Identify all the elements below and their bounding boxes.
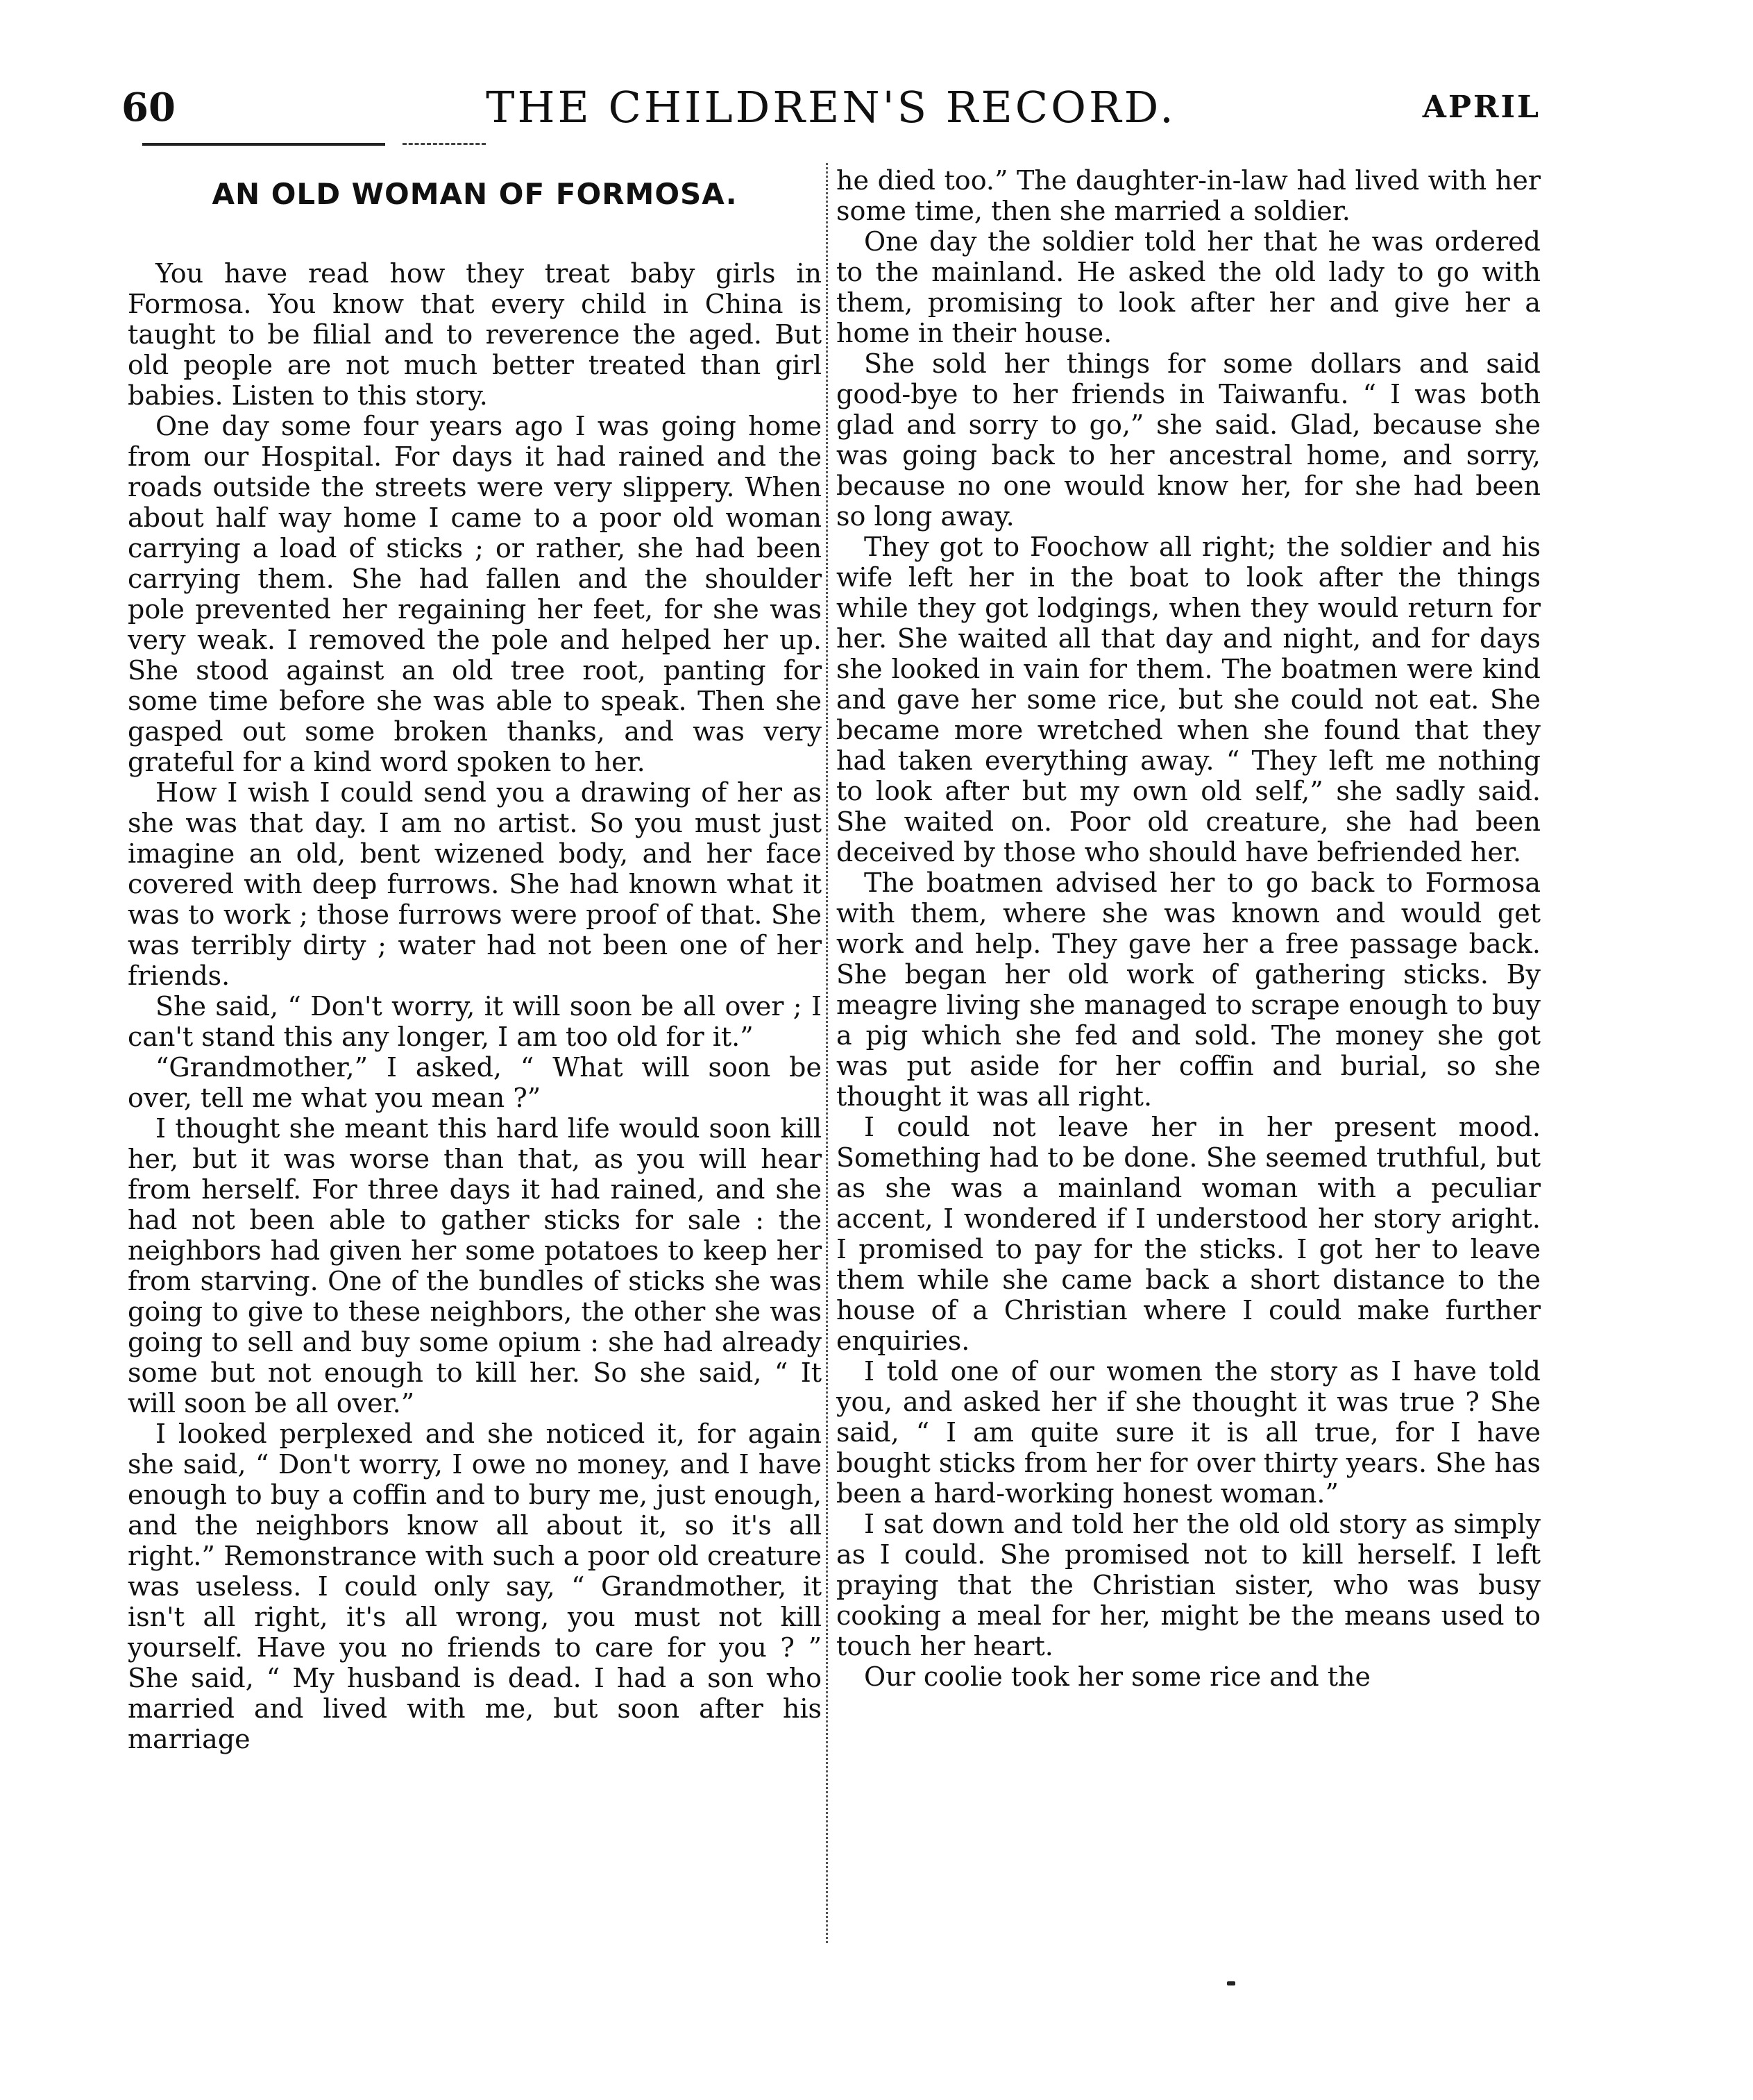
paragraph: “Grandmother,” I asked, “ What will soon be over, tell me what you mean ?” [128,1052,822,1113]
paragraph: Our coolie took her some rice and the [864,1661,1371,1692]
left-column [128,165,822,1754]
running-title: THE CHILDREN'S RECORD. [486,82,1176,133]
paragraph: he died too.” The daughter-in-law had lived with her some time, then she married a soldier. [836,165,1541,226]
paragraph: She said, “ Don't worry, it will soon be all over ; I can't stand this any longer, I am too old for it.” [128,991,822,1052]
paragraph: You have read how they treat baby girls in Formosa. You know that every child in China is taught to be filial and to reverence the aged. But old people are not much better treated than girl babies. Listen to this story. [128,258,822,411]
paragraph: They got to Foochow all right; the soldier and his wife left her in the boat to look after the things while they got lodgings, when they would return for her. She waited all that day and night, and for days she looked in vain for them. The boatmen were kind and gave her some rice, but she could not eat. She became more wretched when she found that they had taken everything away. “ They left me nothing to look after but my own old self,” she sadly said. She waited on. Poor old creature, she had been deceived by those who should have befriended her. [836,532,1541,867]
paragraph: I told one of our women the story as I have told you, and asked her if she thought it was true ? She said, “ I am quite sure it is all true, for I have bought sticks from her for over thirty years. She has been a hard-working honest woman.” [836,1356,1541,1509]
column-divider [826,163,828,1943]
paragraph: How I wish I could send you a drawing of her as she was that day. I am no artist. So you must just imagine an old, bent wizened body, and her face covered with deep furrows. She had known what it was to work ; those furrows were proof of that. She was terribly dirty ; water had not been one of her friends. [128,777,822,991]
article-title: AN OLD WOMAN OF FORMOSA. [212,177,738,211]
right-column [836,165,1541,1692]
header-rule-dashed [403,143,486,145]
paragraph: She sold her things for some dollars and said good-bye to her friends in Taiwanfu. “ I was both glad and sorry to go,” she said. Glad, because she was going back to her ancestral home, and sorry, because no one would know her, for she had been so long away. [836,348,1541,532]
paragraph: The boatmen advised her to go back to Formosa with them, where she was known and would get work and help. They gave her a free passage back. She began her old work of gathering sticks. By meagre living she managed to scrape enough to buy a pig which she fed and sold. The money she got was put aside for her coffin and burial, so she thought it was all right. [836,867,1541,1112]
paragraph: One day some four years ago I was going home from our Hospital. For days it had rained and the roads outside the streets were very slippery. When about half way home I came to a poor old woman carrying a load of sticks ; or rather, she had been carrying them. She had fallen and the shoulder pole prevented her regaining her feet, for she was very weak. I removed the pole and helped her up. She stood against an old tree root, panting for some time before she was able to speak. Then she gasped out some broken thanks, and was very grateful for a kind word spoken to her. [128,411,822,777]
paragraph: I sat down and told her the old old story as simply as I could. She promised not to kill herself. I left praying that the Christian sister, who was busy cooking a meal for her, might be the means used to touch her heart. [836,1509,1541,1661]
paragraph: I thought she meant this hard life would soon kill her, but it was worse than that, as you will hear from herself. For three days it had rained, and she had not been able to gather sticks for sale : the neighbors had given her some potatoes to keep her from starving. One of the bundles of sticks she was going to give to these neighbors, the other she was going to sell and buy some opium : she had already some but not enough to kill her. So she said, “ It will soon be all over.” [128,1113,822,1419]
paragraph: I looked perplexed and she noticed it, for again she said, “ Don't worry, I owe no money, and I have enough to buy a coffin and to bury me, just enough, and the neighbors know all about it, so it's all right.” Remonstrance with such a poor old creature was useless. I could only say, “ Grandmother, it isn't all right, it's all wrong, you must not kill yourself. Have you no friends to care for you ? ” She said, “ My husband is dead. I had a son who married and lived with me, but soon after his marriage [128,1419,822,1754]
print-mark [1227,1981,1235,1985]
page-number: 60 [121,85,176,130]
month-label: APRIL [1422,90,1541,125]
page-header [121,76,1541,139]
paragraph: One day the soldier told her that he was ordered to the mainland. He asked the old lady to go with them, promising to look after her and give her a home in their house. [836,226,1541,348]
header-rule [142,143,385,146]
paragraph: I could not leave her in her present mood. Something had to be done. She seemed truthful, but as she was a mainland woman with a peculiar accent, I wondered if I understood her story aright. I promised to pay for the sticks. I got her to leave them while she came back a short distance to the house of a Christian where I could make further enquiries. [836,1112,1541,1356]
